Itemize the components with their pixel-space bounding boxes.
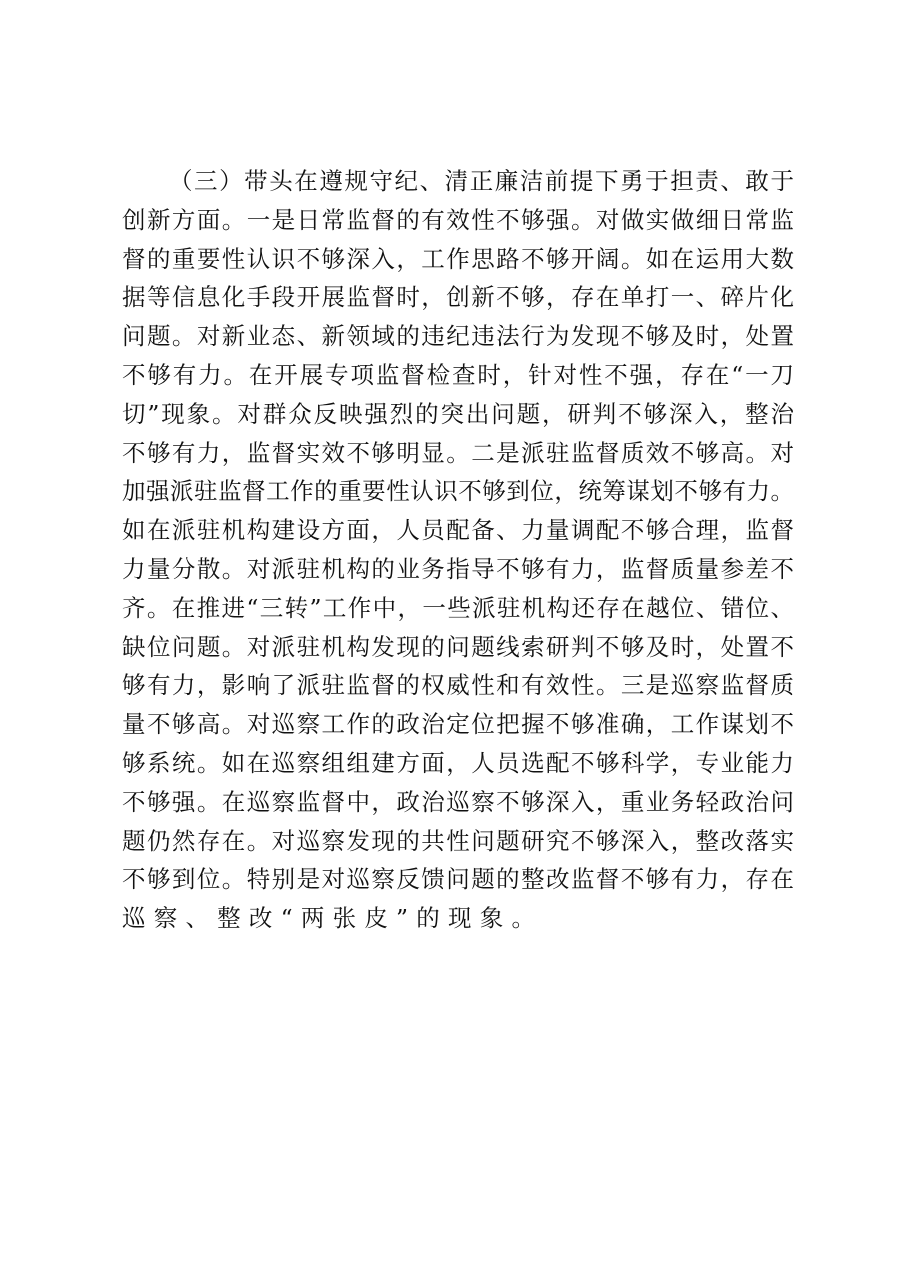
text-line-10: 如在派驻机构建设方面，人员配备、力量调配不够合理，监督 (122, 516, 794, 545)
text-line-8: 不够有力，监督实效不够明显。二是派驻监督质效不够高。对 (122, 438, 794, 467)
text-line-14: 够有力，影响了派驻监督的权威性和有效性。三是巡察监督质 (122, 671, 794, 700)
text-line-19: 不够到位。特别是对巡察反馈问题的整改监督不够有力，存在 (122, 865, 794, 894)
text-line-2: 创新方面。一是日常监督的有效性不够强。对做实做细日常监 (122, 205, 794, 234)
text-line-1: （三）带头在遵规守纪、清正廉洁前提下勇于担责、敢于 (169, 167, 794, 195)
text-line-3: 督的重要性认识不够深入，工作思路不够开阔。如在运用大数 (122, 244, 794, 273)
text-line-15: 量不够高。对巡察工作的政治定位把握不够准确，工作谋划不 (122, 710, 794, 739)
text-line-4: 据等信息化手段开展监督时，创新不够，存在单打一、碎片化 (122, 283, 794, 312)
text-line-18: 题仍然存在。对巡察发现的共性问题研究不够深入，整改落实 (122, 826, 794, 855)
text-line-9: 加强派驻监督工作的重要性认识不够到位，统筹谋划不够有力。 (122, 477, 794, 506)
text-line-13: 缺位问题。对派驻机构发现的问题线索研判不够及时，处置不 (122, 632, 794, 661)
text-line-7: 切”现象。对群众反映强烈的突出问题，研判不够深入，整治 (122, 399, 794, 428)
text-line-17: 不够强。在巡察监督中，政治巡察不够深入，重业务轻政治问 (122, 787, 794, 816)
text-line-20: 巡察、整改“两张皮”的现象。 (122, 904, 544, 933)
text-line-6: 不够有力。在开展专项监督检查时，针对性不强，存在“一刀 (122, 360, 794, 389)
text-line-12: 齐。在推进“三转”工作中，一些派驻机构还存在越位、错位、 (122, 593, 794, 622)
paragraph (122, 162, 794, 938)
text-line-5: 问题。对新业态、新领域的违纪违法行为发现不够及时，处置 (122, 322, 794, 351)
text-line-11: 力量分散。对派驻机构的业务指导不够有力，监督质量参差不 (122, 554, 794, 583)
text-line-16: 够系统。如在巡察组组建方面，人员选配不够科学，专业能力 (122, 748, 794, 777)
